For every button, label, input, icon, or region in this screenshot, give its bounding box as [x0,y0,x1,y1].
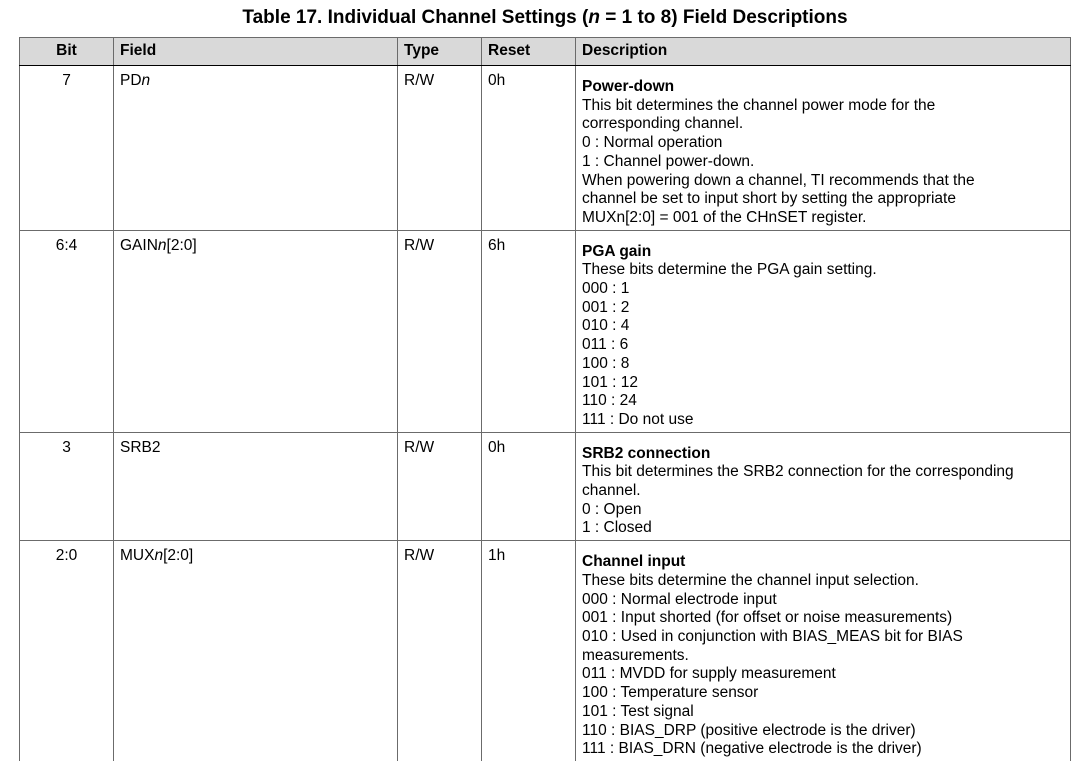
description-title: Channel input [582,553,686,571]
header-field: Field [114,38,398,66]
description-line: 001 : Input shorted (for offset or noise measurements) [582,609,953,627]
field-name: PD [120,72,142,89]
header-type: Type [398,38,482,66]
caption-suffix: = 1 to 8) Field Descriptions [599,7,848,28]
description-line: MUXn[2:0] = 001 of the CHnSET register. [582,208,867,226]
description-line: 111 : Do not use [582,410,694,428]
description-title: Power-down [582,78,675,95]
table-row [20,432,1071,541]
description-line: 110 : 24 [582,392,637,410]
cell-reset: 0h [482,66,576,231]
field-descriptions-table [19,37,1071,761]
cell-reset: 1h [482,541,576,761]
cell-reset: 6h [482,230,576,432]
description-line: 101 : 12 [582,373,639,391]
description-line: channel. [582,482,641,500]
table-row [20,66,1071,231]
field-variable: n [154,547,164,565]
cell-bit: 2:0 [20,541,114,761]
description-line: These bits determine the channel input selection. [582,571,919,589]
field-name: MUX [120,547,155,565]
description-line: These bits determine the PGA gain setting. [582,261,877,279]
description-line: 011 : MVDD for supply measurement [582,665,836,683]
description-line: 1 : Channel power-down. [582,152,755,170]
description-line: 111 : BIAS_DRN (negative electrode is the driver) [582,740,922,758]
field-variable: n [157,236,167,254]
field-name: SRB2 [120,438,161,456]
cell-description [576,432,1071,541]
table-row [20,230,1071,432]
description-line: 000 : 1 [582,280,630,298]
table-row [20,541,1071,761]
description-line: 011 : 6 [582,336,629,354]
description-line: corresponding channel. [582,115,744,133]
field-variable: n [141,72,151,89]
description-title: PGA gain [582,242,652,260]
header-row [20,38,1071,66]
cell-field [114,432,398,541]
cell-type: R/W [398,230,482,432]
description-line: 1 : Closed [582,519,652,537]
description-title: SRB2 connection [582,444,711,462]
cell-description [576,541,1071,761]
cell-type: R/W [398,432,482,541]
description-line: 010 : Used in conjunction with BIAS_MEAS bit for BIAS [582,627,963,645]
field-range: [2:0] [166,236,197,254]
cell-field [114,230,398,432]
cell-type: R/W [398,66,482,231]
description-line: 100 : 8 [582,354,630,372]
cell-description [576,230,1071,432]
header-description: Description [576,38,1071,66]
description-line: This bit determines the SRB2 connection for the corresponding [582,463,1014,481]
field-name: GAIN [120,236,158,254]
table-caption [0,6,1090,30]
cell-field [114,66,398,231]
header-reset: Reset [482,38,576,66]
description-line: 010 : 4 [582,317,630,335]
cell-bit: 7 [20,66,114,231]
cell-type: R/W [398,541,482,761]
description-line: measurements. [582,646,689,664]
cell-bit: 6:4 [20,230,114,432]
field-range: [2:0] [163,547,194,565]
cell-reset: 0h [482,432,576,541]
description-line: 110 : BIAS_DRP (positive electrode is the driver) [582,721,916,739]
description-line: 0 : Open [582,500,642,518]
description-line: 0 : Normal operation [582,134,723,152]
description-line: 101 : Test signal [582,702,694,720]
description-line: When powering down a channel, TI recommends that the [582,171,975,189]
cell-field [114,541,398,761]
table-body [20,66,1071,761]
cell-description [576,66,1071,231]
description-line: 001 : 2 [582,298,630,316]
description-line: channel be set to input short by setting the appropriate [582,190,956,208]
caption-variable: n [588,7,600,28]
cell-bit: 3 [20,432,114,541]
description-line: 100 : Temperature sensor [582,684,759,702]
description-line: 000 : Normal electrode input [582,590,777,608]
caption-prefix: Table 17. Individual Channel Settings ( [242,7,589,28]
description-line: This bit determines the channel power mode for the [582,96,936,114]
header-bit: Bit [20,38,114,66]
